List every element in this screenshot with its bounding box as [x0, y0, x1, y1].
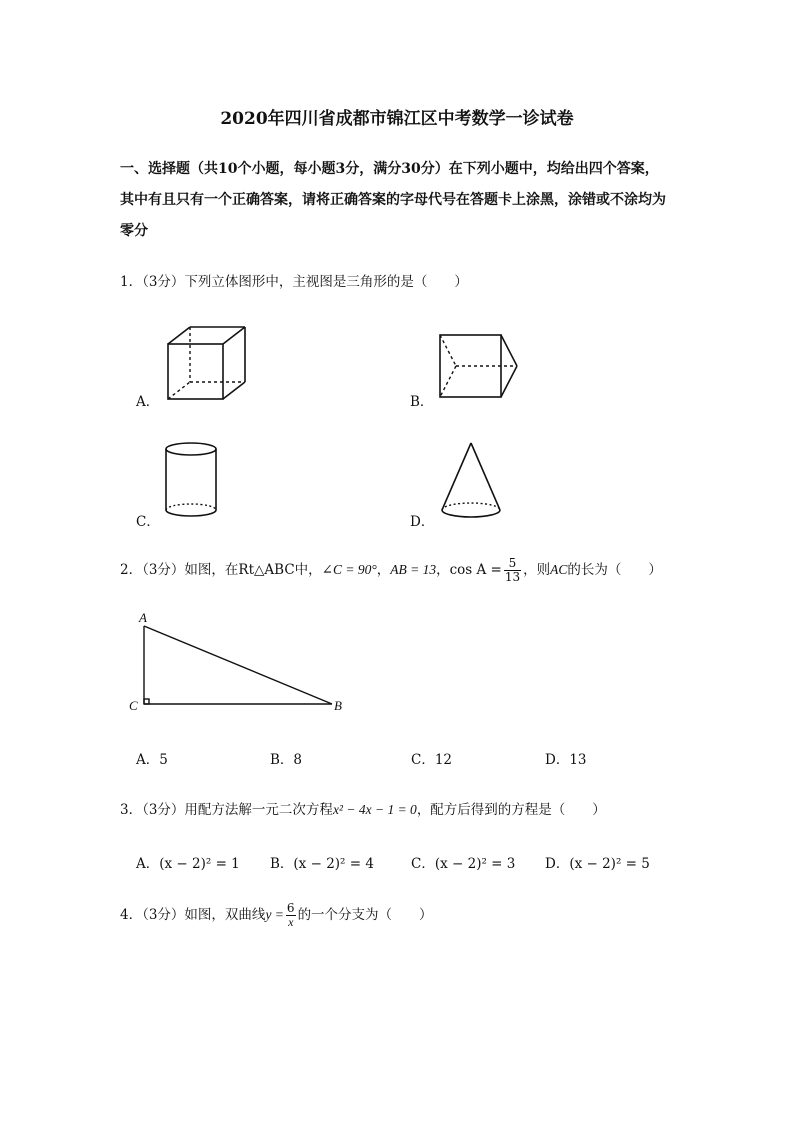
question-4-text [120, 902, 433, 929]
q2-angle: ∠C = 90° [321, 562, 377, 577]
q3-prefix: 3．（3分）用配方法解一元二次方程 [120, 802, 333, 818]
q1-option-a-label: A． [136, 394, 160, 410]
q2-ac: AC [550, 562, 568, 577]
section-instructions-line3: 零分 [120, 223, 148, 239]
cube-icon [160, 322, 250, 404]
q4-numerator: 6 [286, 901, 295, 915]
q2-cos-numerator: 5 [504, 557, 521, 571]
page-title: 2020年四川省成都市锦江区中考数学一诊试卷 [220, 109, 574, 129]
q3-equation: x² − 4x − 1 = 0 [332, 802, 417, 817]
q2-ab: AB = 13 [390, 562, 437, 577]
section-instructions-line1: 一、选择题（共10个小题，每小题3分，满分30分）在下列小题中，均给出四个答案， [120, 161, 659, 177]
question-3-text [120, 798, 606, 818]
q2-cos-prefix: ，cos A = [436, 562, 502, 578]
section-instructions-line2: 其中有且只有一个正确答案，请将正确答案的字母代号在答题卡上涂黑，涂错或不涂均为 [120, 192, 666, 208]
triangular-prism-icon [434, 330, 524, 402]
q4-lhs: y = [265, 907, 284, 922]
q2-option-c: C．12 [411, 752, 453, 768]
right-triangle-figure [124, 608, 354, 718]
vertex-a-label: A [139, 610, 147, 625]
q2-prefix: 2．（3分）如图，在Rt△ABC中， [120, 562, 322, 578]
q3-suffix: ，配方后得到的方程是（ ） [416, 802, 606, 818]
q3-option-d: D．(x − 2)² = 5 [545, 856, 650, 872]
q3-option-c: C．(x − 2)² = 3 [411, 856, 516, 872]
cone-icon [436, 438, 508, 524]
q2-sep: ， [376, 562, 391, 578]
cylinder-icon [160, 440, 222, 524]
q1-option-c-label: C． [136, 514, 160, 530]
vertex-c-label: C [129, 698, 138, 713]
question-2-text [120, 557, 662, 584]
q2-cos-denominator: 13 [504, 570, 521, 584]
q2-option-a: A．5 [136, 752, 168, 768]
question-1-text: 1．（3分）下列立体图形中，主视图是三角形的是（ ） [120, 274, 468, 290]
q3-option-a: A．(x − 2)² = 1 [136, 856, 240, 872]
q3-option-b: B．(x − 2)² = 4 [270, 856, 374, 872]
q2-cos-fraction [504, 557, 521, 584]
q2-option-b: B．8 [270, 752, 303, 768]
vertex-b-label: B [334, 698, 342, 713]
q1-option-d-label: D． [410, 514, 435, 530]
q1-option-b-label: B． [410, 394, 434, 410]
q2-suffix: ，则 [523, 562, 551, 578]
q2-end: 的长为（ ） [567, 562, 662, 578]
q4-suffix: 的一个分支为（ ） [297, 907, 433, 923]
q4-prefix: 4．（3分）如图，双曲线 [120, 907, 266, 923]
q4-fraction [286, 902, 296, 929]
q2-option-d: D．13 [545, 752, 587, 768]
q4-denominator: x [288, 915, 294, 929]
